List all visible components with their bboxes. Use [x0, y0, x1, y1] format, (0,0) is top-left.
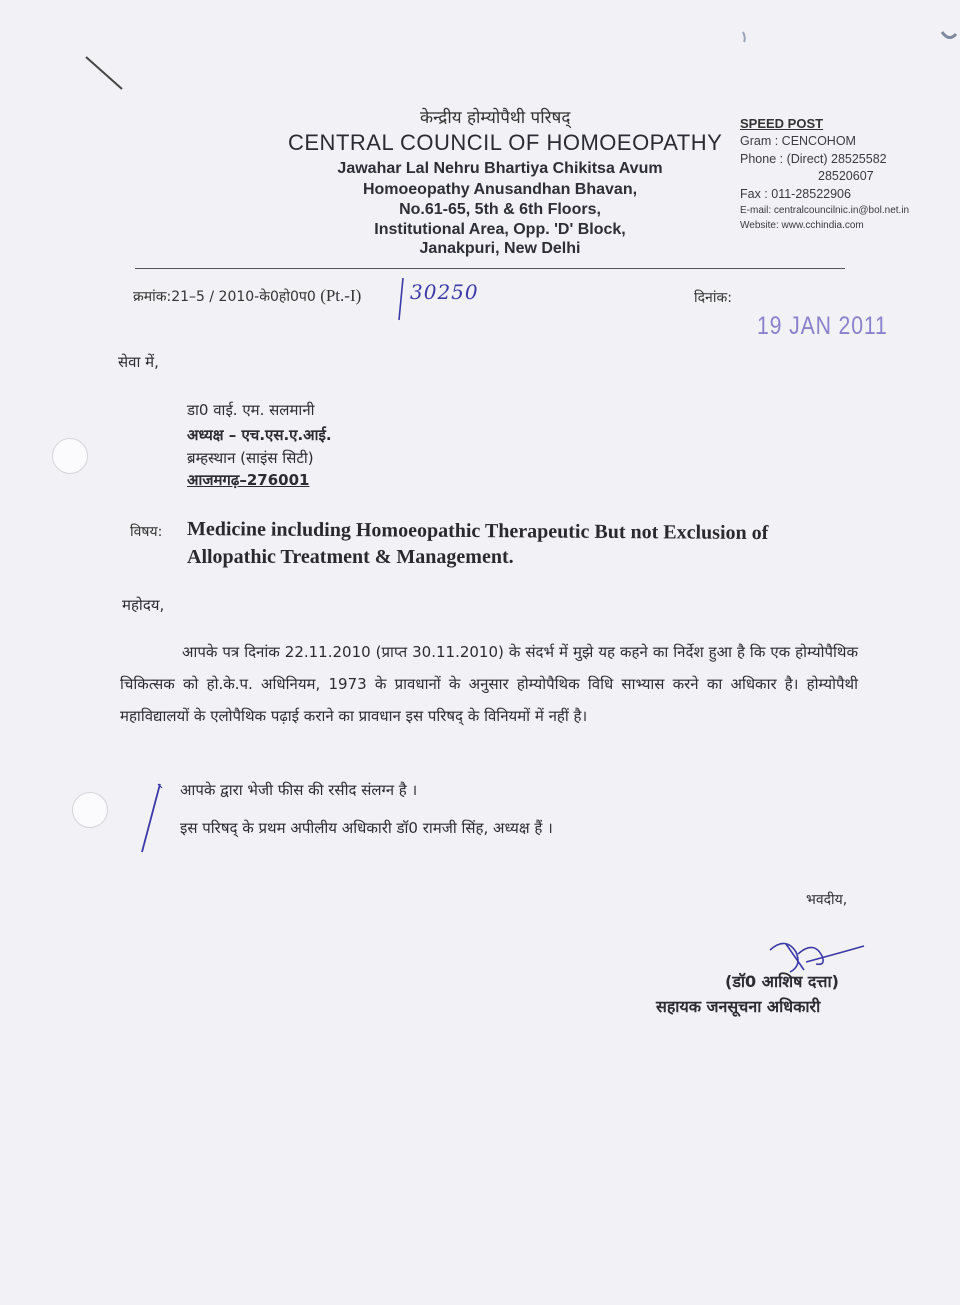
address-line: Janakpuri, New Delhi — [419, 240, 581, 257]
address-line: No.61-65, 5th & 6th Floors, — [399, 201, 601, 218]
recipient-name: डा0 वाई. एम. सलमानी — [187, 401, 315, 419]
address-line: Institutional Area, Opp. 'D' Block, — [374, 221, 626, 238]
org-hindi-name: केन्द्रीय होम्योपैथी परिषद् — [420, 108, 571, 128]
sign-off: भवदीय, — [806, 892, 848, 908]
punch-hole — [72, 792, 108, 828]
appellate-officer-note: इस परिषद् के प्रथम अपीलीय अधिकारी डॉ0 रामजी सिंह, अध्यक्ष हैं । — [180, 819, 553, 837]
greeting: महोदय, — [122, 596, 165, 614]
date-stamp: 19 JAN 2011 — [757, 312, 888, 340]
org-name: CENTRAL COUNCIL OF HOMOEOPATHY — [288, 130, 723, 155]
recipient-city: आजमगढ़–276001 — [187, 471, 310, 489]
reference-part: (Pt.-I) — [320, 286, 362, 305]
address-line: Homoeopathy Anusandhan Bhavan, — [362, 181, 638, 198]
reference-number — [133, 286, 361, 306]
date-label: दिनांक: — [694, 290, 732, 306]
recipient-designation: अध्यक्ष – एच.एस.ए.आई. — [187, 426, 332, 444]
enclosure-note: आपके द्वारा भेजी फीस की रसीद संलग्न है । — [180, 781, 418, 799]
handwritten-margin-line — [138, 782, 164, 854]
recipient-address: ब्रम्हस्थान (साइंस सिटी) — [187, 449, 314, 467]
corner-scratch-mark — [84, 55, 124, 91]
signer-designation: सहायक जनसूचना अधिकारी — [656, 997, 821, 1016]
email-address: E-mail: centralcouncilnic.in@bol.net.in — [740, 205, 910, 216]
website-address: Website: www.cchindia.com — [740, 220, 864, 231]
handwritten-slash — [397, 276, 405, 322]
subject-line-2: Allopathic Treatment & Management. — [187, 546, 514, 568]
handwritten-dispatch-number: 30250 — [410, 280, 479, 304]
address-line: Jawahar Lal Nehru Bhartiya Chikitsa Avum — [337, 160, 663, 177]
reference-number-text: क्रमांक:21–5 / 2010-के0हो0प0 — [133, 289, 316, 305]
gram-address: Gram : CENCOHOM — [740, 134, 856, 148]
subject-label: विषय: — [130, 524, 163, 540]
paper-speck — [940, 28, 958, 44]
punch-hole — [52, 438, 88, 474]
speed-post-label: SPEED POST — [740, 116, 824, 131]
header-divider — [135, 268, 845, 269]
phone-number-2: 28520607 — [818, 169, 874, 183]
phone-number: Phone : (Direct) 28525582 — [740, 152, 887, 166]
body-paragraph-text: आपके पत्र दिनांक 22.11.2010 (प्राप्त 30.11.2010) के संदर्भ में मुझे यह कहने का निर्देश हुआ है कि एक होम्योपैथिक चिकित्सक को हो.के.प. अधिनियम, 1973 के प्रावधानों के अनुसार होम्योपैथिक विधि साभ्यास करने का अधिकार है। होम्योपैथी महाविद्यालयों के एलोपैथिक पढ़ाई कराने का प्रावधान इस परिषद् के विनियमों में नहीं है। — [120, 643, 858, 725]
signer-name: (डॉ0 आशिष दत्ता) — [725, 972, 839, 991]
recipient-intro: सेवा में, — [118, 353, 159, 371]
subject-line-1: Medicine including Homoeopathic Therapeutic But not Exclusion of — [186, 518, 769, 545]
fax-number: Fax : 011-28522906 — [740, 187, 851, 201]
body-paragraph — [120, 636, 858, 732]
paper-speck — [740, 30, 750, 44]
